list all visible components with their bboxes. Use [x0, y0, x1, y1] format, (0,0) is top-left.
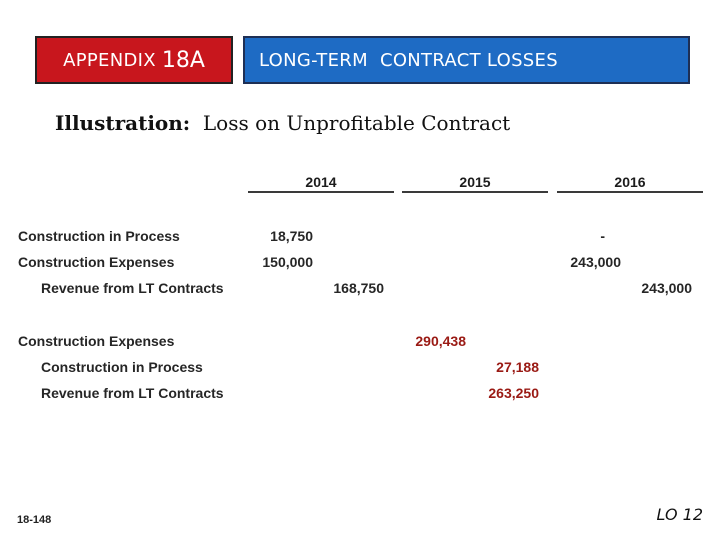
- year-header-2016: 2016: [614, 174, 646, 190]
- appendix-banner: [35, 36, 233, 84]
- entry2-account-1: Construction Expenses: [18, 333, 175, 349]
- entry1-debit-2014-1: 18,750: [270, 228, 313, 244]
- learning-objective: LO 12: [656, 505, 703, 524]
- year-underline-2016: [557, 191, 703, 193]
- entry1-account-3: Revenue from LT Contracts: [41, 280, 224, 296]
- illustration-label: Illustration:: [55, 111, 191, 135]
- appendix-number: 18A: [161, 47, 205, 73]
- entry1-debit-2016-1: -: [600, 228, 605, 244]
- year-underline-2015: [402, 191, 548, 193]
- appendix-label: APPENDIX: [63, 49, 156, 71]
- year-underline-2014: [248, 191, 394, 193]
- entry2-debit-2015-1: 290,438: [415, 333, 466, 349]
- year-header-2014: 2014: [305, 174, 337, 190]
- entry1-credit-2014-3: 168,750: [333, 280, 384, 296]
- entry1-debit-2014-2: 150,000: [262, 254, 313, 270]
- entry2-account-2: Construction in Process: [41, 359, 203, 375]
- slide-number: 18-148: [17, 514, 52, 526]
- illustration-caption: [55, 111, 510, 135]
- entry1-credit-2016-3: 243,000: [641, 280, 692, 296]
- entry1-account-1: Construction in Process: [18, 228, 180, 244]
- entry1-account-2: Construction Expenses: [18, 254, 175, 270]
- entry1-debit-2016-2: 243,000: [570, 254, 621, 270]
- entry2-credit-2015-3: 263,250: [488, 385, 539, 401]
- year-header-2015: 2015: [459, 174, 491, 190]
- entry2-credit-2015-2: 27,188: [496, 359, 539, 375]
- entry2-account-3: Revenue from LT Contracts: [41, 385, 224, 401]
- slide-title: LONG-TERM CONTRACT LOSSES: [243, 36, 690, 84]
- illustration-text: Loss on Unprofitable Contract: [190, 111, 511, 135]
